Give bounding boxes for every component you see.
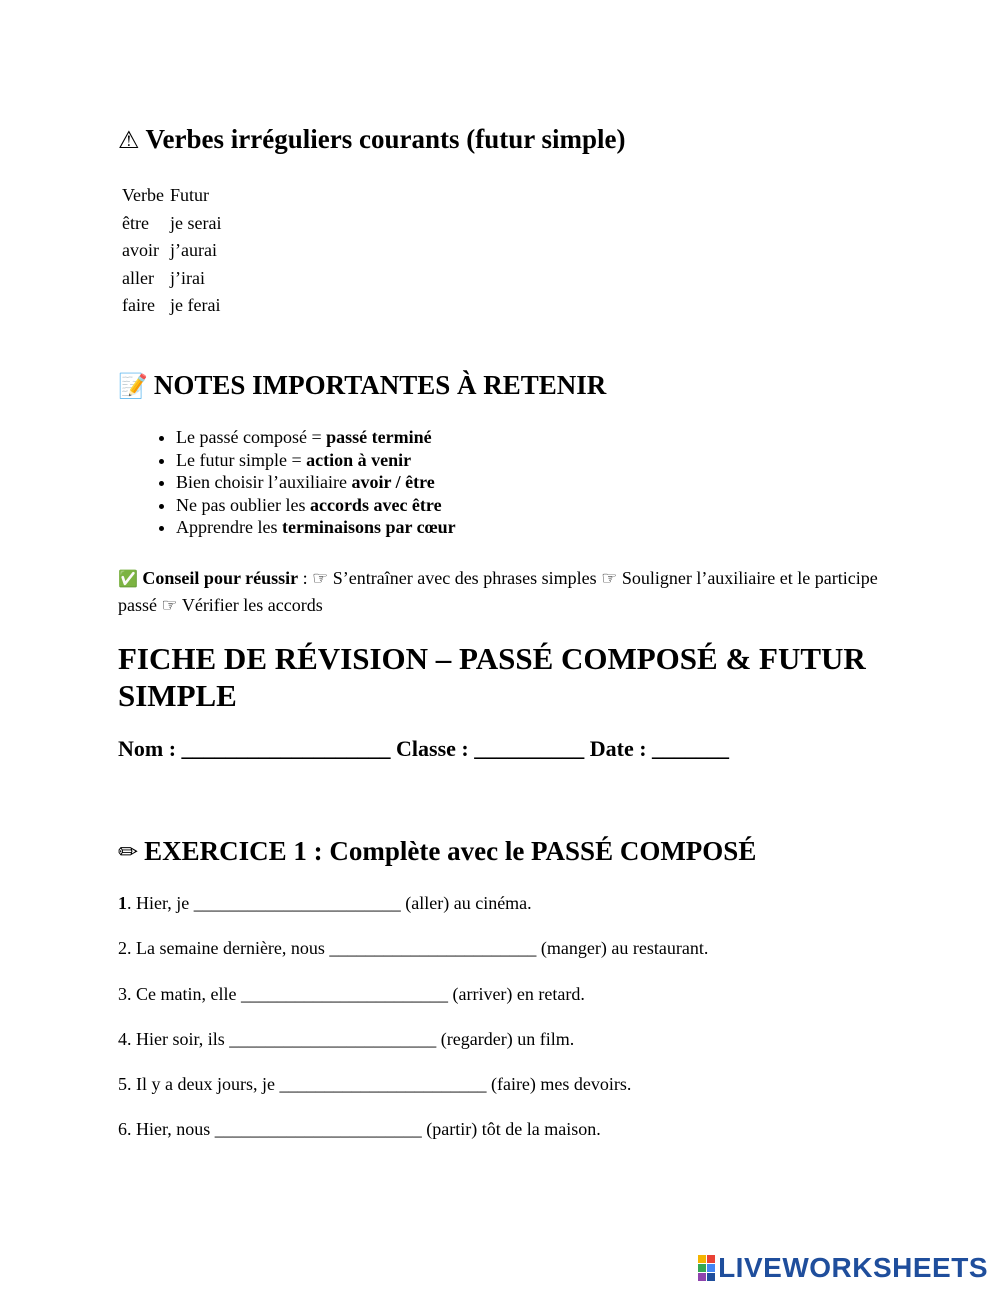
table-row [122,237,227,265]
note-bold: passé terminé [326,427,432,447]
table-cell-future: je ferai [169,295,221,316]
list-item [176,494,456,517]
exercise-sentence: . La semaine dernière, nous _______________________ (manger) au restaurant. [127,938,709,959]
table-cell-future: j’irai [169,267,205,288]
table-cell-verb: être [122,212,149,233]
table-cell-verb: faire [122,295,155,316]
exercise-1-title: EXERCICE 1 : Complète avec le PASSÉ COMPOSÉ [144,836,757,866]
exercise-number: 2 [118,938,127,959]
exercise-1-list [118,893,708,1165]
table-row [122,292,227,320]
exercise-sentence: . Il y a deux jours, je _______________________ (faire) mes devoirs. [127,1074,632,1095]
exercise-item[interactable] [118,938,708,983]
irregular-verbs-heading [118,124,625,155]
logo-text: LIVEWORKSHEETS [718,1252,988,1283]
notes-list [118,426,456,539]
pointing-hand-icon: ☞ [312,568,329,589]
note-text: Ne pas oublier les [176,494,310,515]
exercise-item[interactable] [118,1074,708,1119]
exercise-number: 5 [118,1074,127,1095]
note-bold: accords avec être [309,494,442,515]
table-cell-future: je serai [169,212,222,233]
exercise-number: 6 [118,1119,127,1140]
exercise-sentence: . Ce matin, elle _______________________ (arriver) en retard. [127,983,585,1004]
worksheet-title: FICHE DE RÉVISION – PASSÉ COMPOSÉ & FUTUR SIMPLE [118,641,866,713]
table-cell-verb: aller [122,267,154,288]
irregular-verbs-title: Verbes irréguliers courants (futur simple) [145,124,626,154]
liveworksheets-logo [698,1252,988,1284]
notes-title: NOTES IMPORTANTES À RETENIR [153,370,607,400]
pointing-hand-icon: ☞ [601,568,618,589]
pointing-hand-icon: ☞ [161,595,178,616]
exercise-1-heading [118,836,756,867]
exercise-number: 1 [118,893,127,913]
table-header-row [122,182,227,210]
tip-paragraph [118,565,888,619]
table-cell-verb: avoir [122,240,159,261]
pencil-icon: ✏ [118,838,139,866]
list-item [176,449,456,472]
memo-icon: 📝 [118,372,148,400]
note-text: Le futur simple = [176,449,307,470]
exercise-item[interactable] [118,1119,708,1164]
exercise-sentence: . Hier soir, ils _______________________ (regarder) un film. [127,1028,575,1049]
check-icon: ✅ [118,569,138,588]
exercise-sentence: . Hier, nous _______________________ (partir) tôt de la maison. [127,1119,601,1140]
tip-step: Souligner l’auxiliaire et le participe passé [118,568,878,615]
logo-grid-icon [698,1255,715,1281]
tip-step: Vérifier les accords [181,595,323,615]
note-bold: terminaisons par cœur [281,517,456,538]
exercise-sentence: . Hier, je _______________________ (aller) au cinéma. [127,893,532,913]
list-item [176,516,456,539]
table-row [122,265,227,293]
table-cell-future: j’aurai [169,240,217,261]
exercise-number: 3 [118,983,127,1004]
note-bold: action à venir [306,449,412,470]
warning-icon: ⚠ [118,126,140,154]
student-id-line[interactable]: Nom : ___________________ Classe : __________ Date : _______ [118,736,730,761]
table-header-cell: Futur [169,185,209,206]
list-item [176,471,456,494]
table-header-cell: Verbe [122,185,164,206]
notes-heading [118,370,606,401]
tip-step: S’entraîner avec des phrases simples [332,568,597,588]
tip-separator: : [298,568,313,588]
exercise-item[interactable] [118,1029,708,1074]
list-item [176,426,456,449]
tip-label: Conseil pour réussir [142,568,299,588]
note-text: Le passé composé = [176,427,327,447]
exercise-item[interactable] [118,984,708,1029]
table-row [122,210,227,238]
note-bold: avoir / être [351,472,435,493]
exercise-item[interactable] [118,893,708,938]
irregular-verbs-table [122,182,227,320]
note-text: Apprendre les [176,517,282,538]
note-text: Bien choisir l’auxiliaire [176,472,352,493]
exercise-number: 4 [118,1028,127,1049]
